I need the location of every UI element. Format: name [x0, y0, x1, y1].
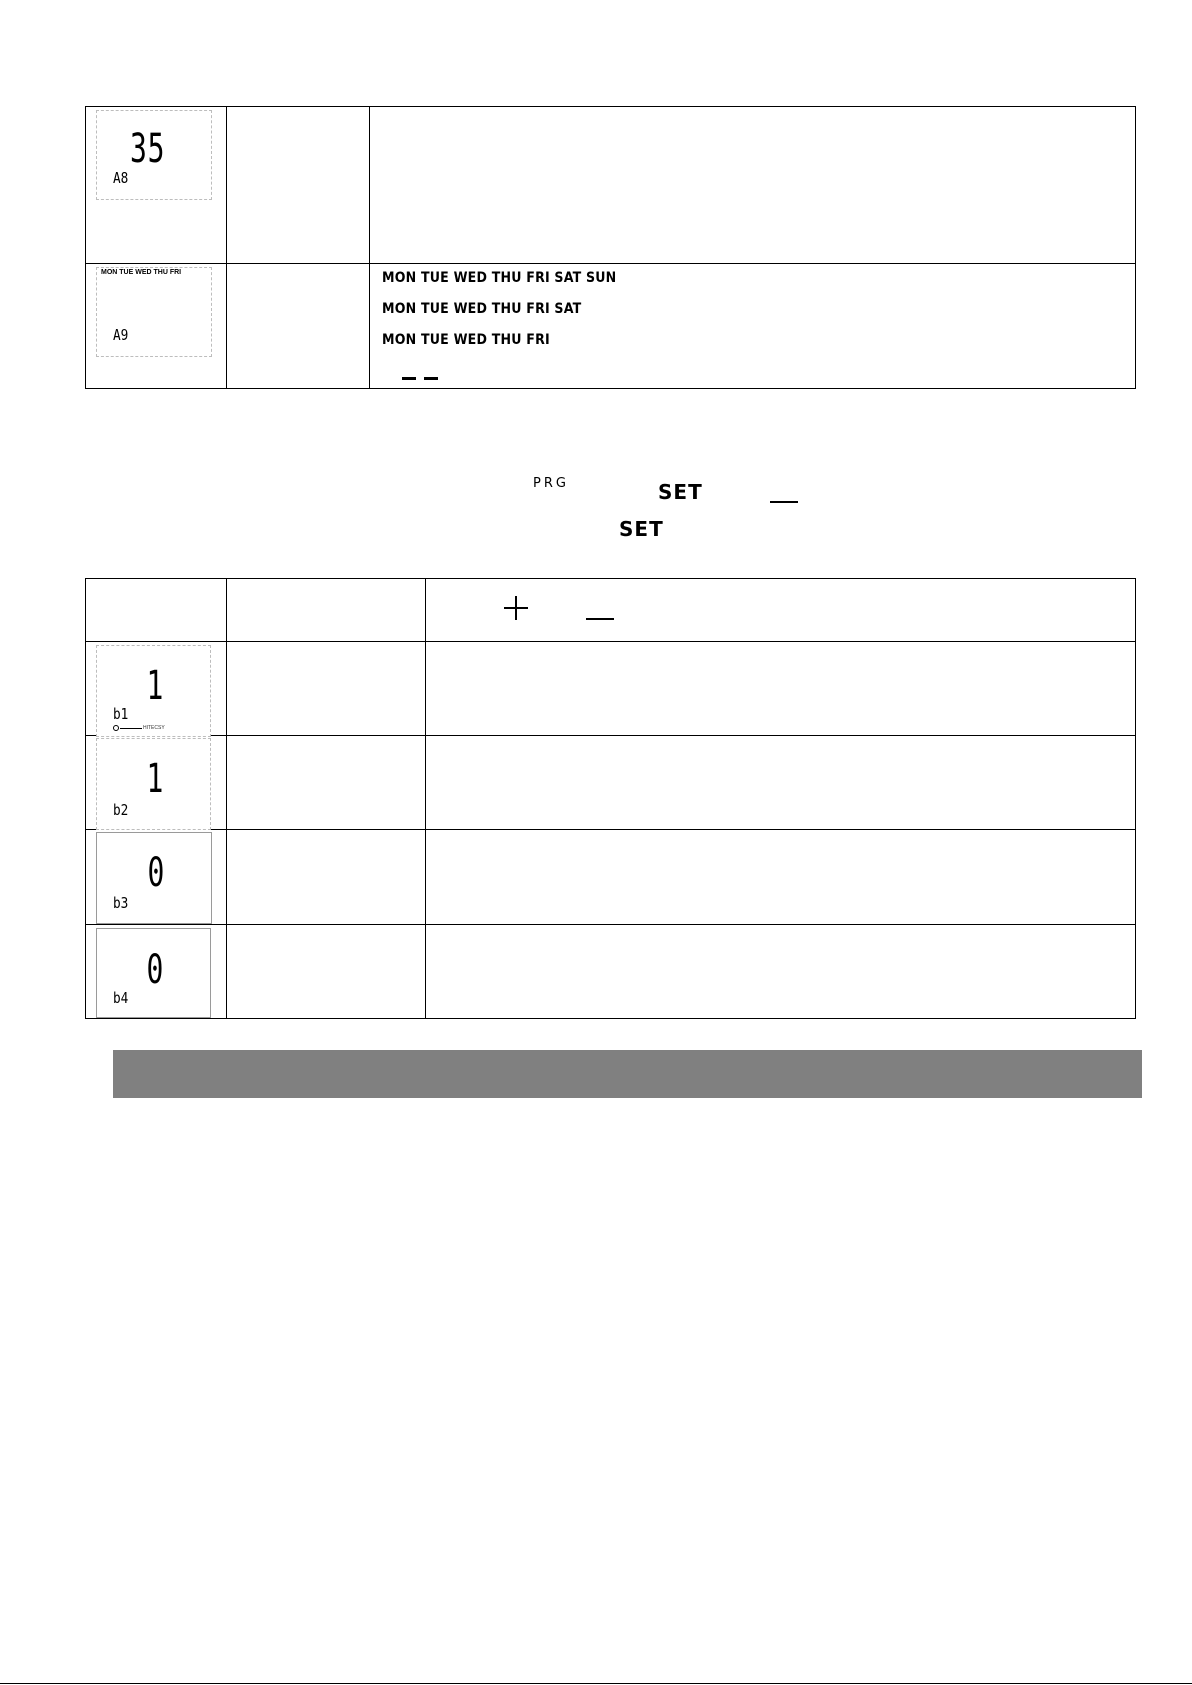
lcd-display-b1 — [96, 645, 211, 737]
lcd-display-b4 — [96, 928, 211, 1018]
name-cell — [227, 830, 426, 925]
name-cell — [227, 736, 426, 830]
lcd-display-b2 — [96, 738, 211, 830]
lcd-param-code: b4 — [113, 989, 129, 1007]
description-cell — [426, 830, 1136, 925]
weekday-option: MON TUE WED THU FRI SAT SUN — [382, 270, 617, 286]
description-cell — [426, 642, 1136, 736]
description-cell — [426, 925, 1136, 1019]
lcd-param-code: b2 — [113, 801, 129, 819]
prg-label: PRG — [533, 476, 569, 491]
description-cell — [370, 264, 1136, 389]
name-cell — [227, 925, 426, 1019]
lcd-display-a8 — [96, 110, 212, 200]
table-row — [86, 264, 1136, 389]
lcd-display-a9 — [96, 267, 212, 357]
header-cell — [227, 579, 426, 642]
lcd-param-code: b1 — [113, 705, 129, 723]
dash-option — [402, 367, 446, 385]
set-label: SET — [619, 517, 664, 541]
lcd-display-b3 — [96, 832, 212, 924]
set-label: SET — [658, 480, 703, 504]
name-cell — [227, 264, 370, 389]
table-row — [86, 925, 1136, 1019]
lcd-cell — [86, 264, 227, 389]
lcd-param-code: A9 — [113, 326, 129, 344]
minus-icon — [586, 607, 614, 625]
lcd-param-code: b3 — [113, 894, 129, 912]
weekday-option: MON TUE WED THU FRI SAT — [382, 301, 582, 317]
lcd-value: 0 — [147, 850, 165, 896]
description-cell — [426, 736, 1136, 830]
weekday-option: MON TUE WED THU FRI — [382, 332, 550, 348]
lcd-value: 1 — [146, 756, 164, 802]
lcd-value: 1 — [146, 663, 164, 709]
parameter-table-b — [85, 578, 1136, 1019]
lcd-cell — [86, 736, 227, 830]
lcd-cell — [86, 925, 227, 1019]
lcd-cell — [86, 642, 227, 736]
plus-icon — [504, 596, 528, 620]
section-header-bar — [113, 1050, 1142, 1098]
parameter-table-a — [85, 106, 1136, 389]
lcd-cell — [86, 107, 227, 264]
table-row — [86, 642, 1136, 736]
table-row — [86, 830, 1136, 925]
lcd-weekdays: MON TUE WED THU FRI — [101, 269, 182, 276]
minus-icon — [770, 490, 798, 508]
name-cell — [227, 642, 426, 736]
table-row — [86, 107, 1136, 264]
lcd-value: 35 — [129, 126, 165, 172]
table-header-row — [86, 579, 1136, 642]
header-cell — [86, 579, 227, 642]
brand-logo: HITECSY — [113, 725, 168, 733]
page-footer-rule — [0, 1683, 1192, 1684]
description-cell — [370, 107, 1136, 264]
lcd-value: 0 — [146, 947, 164, 993]
header-cell — [426, 579, 1136, 642]
table-row — [86, 736, 1136, 830]
name-cell — [227, 107, 370, 264]
lcd-param-code: A8 — [113, 169, 129, 187]
lcd-cell — [86, 830, 227, 925]
